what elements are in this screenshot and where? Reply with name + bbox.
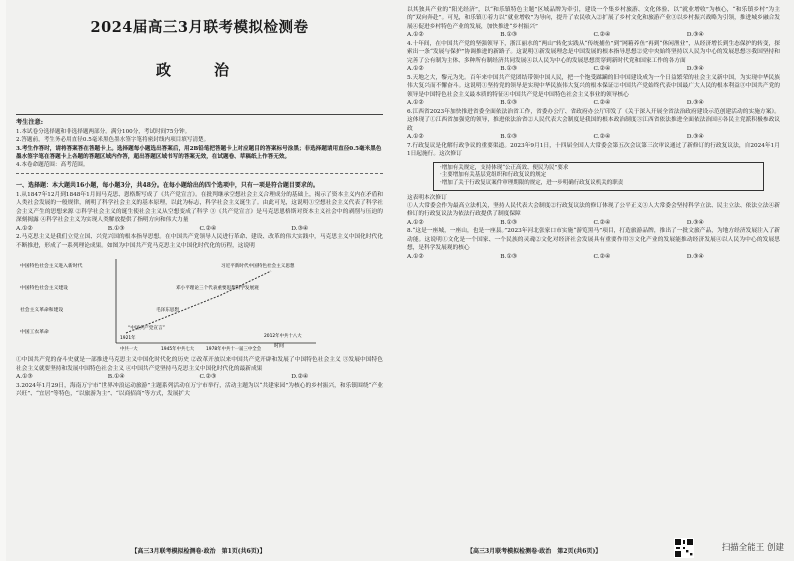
- option: C.②④: [593, 253, 611, 260]
- box-line: ·增加了关于行政复议案件审理期限的规定，进一步明确行政复议机关的职责: [440, 179, 624, 186]
- qr-code-icon: [674, 538, 694, 558]
- box-line: ·主要增加有关基层党组织和行政复议的规定: [440, 172, 547, 179]
- option: D.②④: [291, 374, 309, 381]
- question-3-continued: 以其独具产业的“阳光经济”，以“和乐镇特色主题”区域品牌为牵引，建设一个集乡村旅游、文化体验、以“就业增收”为核心，“和乐镇乡村”为主的“双向奔赴”。可见，和乐镇①着力以“就业增收”为导向，提升了农民收入②扩展了乡村文化和旅游产业③以乡村振兴战略为引领，推进城乡融合发展④促进乡村特色产业的发展，加快推进“乡村振兴”: [407, 7, 780, 30]
- question-3: 3.2024年1月29日，海南万宁市“世界冲浪运动旅游”主题系列活动在万宁市举行，活动主题为以“共建家园”为核心的乡村振兴，和乐镇围绕“产业兴旺”、“宜居”等特色，“以旅游为主”、“以商招商”等方式，发展扩大: [16, 382, 383, 398]
- option: B.①③: [500, 253, 518, 260]
- note-2: 2.答题前，考生务必用直径0.5毫米黑色墨水签字笔将密封线内项目填写清楚。: [16, 137, 210, 144]
- question-8-options: [407, 253, 780, 262]
- option: C.②④: [593, 32, 611, 39]
- option: A.①②: [407, 134, 424, 141]
- y-label-2: 中国特色社会主义建设: [20, 286, 68, 292]
- history-chart-svg: [16, 253, 383, 353]
- question-1: 1.从1847年12月到1848年1月间马克思、恩格斯写成了《共产党宣言》。在批判继承空想社会主义合理成分的基础上，揭示了资本主义内在矛盾和人类社会发展的一般规律，阐明了科学社会主义的基本原理，以此为标志，科学社会主义诞生了。由此可见，这说明①空想社会主义代表了科学社会主义产生的思想来源 ②科学社会主义的诞生使社会主义从空想变成了科学 ③《共产党宣言》是马克思恩格斯对资本主义社会中的剥削与压迫的深刻揭露 ④科学社会主义为实现人类解放提供了指明方向和伟大力量: [16, 191, 383, 224]
- x-tick-2: 1945年中共七大: [161, 347, 195, 353]
- x-tick-3: 1978年中共十一届三中全会: [206, 347, 262, 353]
- y-label-3: 社会主义革命和建设: [20, 308, 64, 314]
- question-7: 7.行政复议是化解行政争议的重要渠道。2023年9月1日，十四届全国人大常委会第五次会议第三次审议通过了新修订的行政复议法，自2024年1月1日起施行。这次修订: [407, 142, 780, 158]
- exam-title: 2024届高三3月联考模拟检测卷: [90, 19, 309, 36]
- title-divider: [16, 114, 383, 115]
- x-tick-1: 中共一大: [120, 347, 138, 353]
- option: A.①②: [407, 32, 424, 39]
- question-2-statements: ①中国共产党的奋斗史就是一部推进马克思主义中国化时代化的历史 ②改革开放以来中国共产党开辟和发展了中国特色社会主义 ③发展中国特色社会主义就要坚持和发展中国特色社会主义 ④中国共产党坚持马克思主义中国化时代化的最新成果: [16, 357, 383, 372]
- note-4: 4.本卷命题范围：高考范围。: [16, 162, 89, 169]
- exam-notes: [16, 119, 383, 169]
- option: B.①③: [500, 32, 518, 39]
- option: A.①②: [407, 100, 424, 107]
- node-2: 邓小平理论三个代表重要思想科学发展观: [176, 286, 259, 292]
- x-tick-year: 1921年: [120, 336, 136, 342]
- question-4: 4.十年间，在中国共产党的坚强领导下，浙江丽水的“两山”转化实践从“传统捕鱼”到“网箱养鱼”再到“休闲渔业”，从经济增长到生态保护的转变，探索出一条“发展与保护”协调推进的新路子。这说明①新发展理念是中国发展的根本指导思想②党中央始终坚持以人民为中心的发展思想③我国坚持和完善了公有制为主体、多种所有制经济共同发展④以人民为中心的发展思想贯穿到新时代党和国家工作的各方面: [407, 40, 780, 64]
- option: D.③④: [291, 225, 309, 232]
- option: B.①④: [107, 374, 125, 381]
- question-2: 2.马克思主义是我们立党立国、兴党兴国的根本指导思想。在中国共产党领导人民进行革命、建设、改革的伟大实践中，马克思主义中国化时代化不断推进，形成了一系列理论成果。如图为中国共产党马克思主义中国化时代化的历程，这说明: [16, 234, 383, 249]
- scanner-watermark: 扫描全能王 创建: [721, 543, 784, 553]
- option: D.③④: [686, 253, 704, 260]
- node-3: 毛泽东思想: [156, 308, 179, 314]
- question-7-options: [407, 219, 780, 228]
- option: B.①③: [500, 66, 518, 73]
- option: A.①②: [407, 253, 424, 260]
- y-label-4: 中国工农革命: [20, 330, 49, 336]
- notes-divider: [16, 173, 383, 174]
- question-6-options: [407, 133, 780, 142]
- option: D.③④: [686, 66, 704, 73]
- box-line: ·增加有关规定，支持体现“公正高效、便民为民”要求: [440, 164, 569, 171]
- option: D.③④: [686, 32, 704, 39]
- option: A.①③: [16, 374, 33, 381]
- question-5-options: [407, 99, 780, 108]
- y-label-1: 中国特色社会主义进入新时代: [20, 264, 83, 270]
- note-1: 1.本试卷分选择题和非选择题两部分。满分100分，考试时间75分钟。: [16, 129, 191, 136]
- question-7-statements: ①人大常委会作为最高立法机关，坚持人民代表大会制度②行政复议法的修订体现了公平正义③人大常委会坚持科学立法、民主立法、依法立法④新修订的行政复议法为依法行政提供了制度保障: [407, 202, 780, 218]
- option: C.②④: [593, 66, 611, 73]
- x-tick-4: 2012年中共十八大: [264, 334, 302, 340]
- option: D.③④: [686, 219, 704, 226]
- option: C.②③: [199, 374, 217, 381]
- option: B.①③: [500, 100, 518, 107]
- option: C.②④: [593, 219, 611, 226]
- node-4: “中国共产党宣言”: [128, 326, 165, 332]
- question-2-options: [16, 373, 383, 382]
- page-footer-right: 【高三3月联考模拟检测卷·政治 第2页(共6页)】: [467, 548, 602, 555]
- page-footer-left: 【高三3月联考模拟检测卷·政治 第1页(共6页)】: [131, 548, 266, 555]
- option: B.①③: [500, 219, 518, 226]
- progress-line: [126, 271, 271, 333]
- option: D.③④: [686, 134, 704, 141]
- option: A.①②: [407, 66, 424, 73]
- question-1-options: [16, 225, 383, 234]
- option: A.①②: [407, 219, 424, 226]
- option: C.②④: [593, 134, 611, 141]
- option: B.①③: [107, 225, 125, 232]
- option: C.②④: [199, 225, 217, 232]
- node-1: 习近平新时代中国特色社会主义思想: [221, 264, 295, 270]
- notes-heading: 考生注意:: [16, 119, 44, 126]
- question-3-options: [407, 31, 780, 40]
- question-8: 8.“这是一座城，一座山，也是一座县。”2023年河北张家口市实施“游览黑马”项目，打造旅游品牌，推出了一批文旅产品，为地方经济发展注入了新动能。这说明①文化是一个国家、一个民族的灵魂②文化对经济社会发展具有重要作用③文化产业的发展能推动经济发展④以人民为中心的发展思想，是科学发展观的核心: [407, 228, 780, 252]
- question-5: 5.天地之大，黎元为先。百年来中国共产党团结带领中国人民，把一个饱受蹂躏的旧中国建设成为一个日益繁荣的社会主义新中国，为实现中华民族伟大复兴而不懈奋斗。这说明①坚持党的领导是实现中华民族伟大复兴的根本保证②中国共产党始终代表中国最广大人民的根本利益③中国共产党的领导是中国特色社会主义最本质的特征④中国共产党是中国特色社会主义事业的领导核心: [407, 74, 780, 98]
- option: C.②④: [593, 100, 611, 107]
- question-4-options: [407, 65, 780, 74]
- section-title: 一、选择题：本大题共16小题，每小题3分，共48分。在每小题给出的四个选项中，只有一项是符合题目要求的。: [16, 182, 319, 190]
- right-page: [397, 0, 794, 561]
- subject-title: 政 治: [155, 61, 243, 79]
- history-chart: [16, 253, 383, 353]
- note-3: 3.考生作答时，请将答案答在答题卡上。选择题每小题选出答案后，用2B铅笔把答题卡上对应题目的答案标号涂黑；非选择题请用直径0.5毫米黑色墨水签字笔在答题卡上各题的答题区域内作答，超出答题区域书写的答案无效，在试题卷、草稿纸上作答无效。: [16, 145, 382, 160]
- question-7-tail: 这表明本次修订: [407, 194, 447, 201]
- x-axis-label: 时间: [274, 343, 285, 350]
- option: A.①②: [16, 225, 33, 232]
- material-box: [433, 162, 764, 191]
- question-6: 6.江西省2023年加快推进省委全面依法治省工作，省委办公厅、省政府办公厅印发了《关于深入开展全省法治政府建设示范创建活动的实施方案》。这体现了①江西省加强党的领导，推进依法治省②人民代表大会制度是我国的根本政治制度③江西省依法推进全面依法治国④各民主党派积极参政议政: [407, 108, 780, 132]
- option: D.③④: [686, 100, 704, 107]
- option: B.①③: [500, 134, 518, 141]
